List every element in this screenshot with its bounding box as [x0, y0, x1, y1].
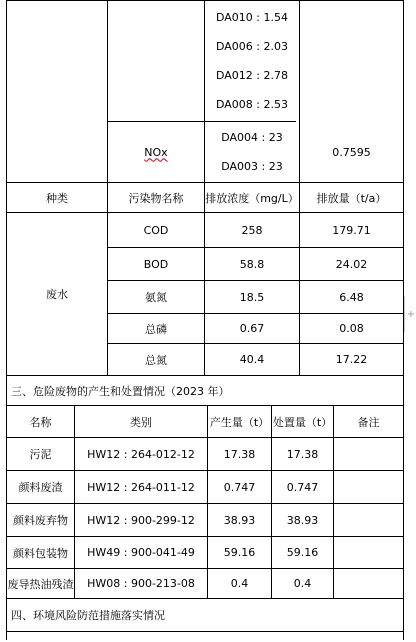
- concentration-value: DA004 : 23: [221, 131, 283, 144]
- concentration-value: DA006 : 2.03: [216, 40, 288, 53]
- header-type: 种类: [46, 191, 68, 205]
- concentration-value: 58.8: [239, 257, 265, 271]
- waste-name: 污泥: [29, 448, 52, 461]
- disposed-amount: 59.16: [286, 546, 319, 559]
- concentration-list: [205, 1, 299, 121]
- emission-amount: 6.48: [339, 290, 364, 304]
- produced-amount: 0.747: [223, 480, 256, 494]
- add-icon-glyph: +: [406, 308, 416, 320]
- header-name: 名称: [29, 415, 52, 429]
- concentration-value: 0.67: [239, 322, 265, 335]
- waste-name: 颜料废渣: [18, 481, 63, 494]
- remarks: [334, 504, 403, 536]
- produced-amount: 0.4: [230, 577, 249, 590]
- category-wastewater: 废水: [46, 288, 68, 301]
- nox-emission-amount: 0.7595: [332, 145, 371, 159]
- remarks: [334, 569, 403, 598]
- remarks: [334, 537, 403, 568]
- emission-amount: 179.71: [332, 223, 371, 237]
- pollutant-name: COD: [143, 223, 169, 237]
- pollutant-name: BOD: [143, 257, 169, 271]
- emission-amount: 24.02: [335, 257, 368, 271]
- nox-concentrations: [205, 122, 299, 182]
- header-remarks: 备注: [357, 415, 380, 429]
- pollutant-name: 氨氮: [145, 291, 167, 304]
- concentration-value: DA003 : 23: [221, 160, 283, 173]
- disposed-amount: 0.4: [293, 577, 312, 590]
- section-title-risk-prevention: 四、环境风险防范措施落实情况: [11, 609, 165, 622]
- rule: [6, 631, 403, 632]
- waste-name: 颜料废弃物: [13, 514, 68, 527]
- waste-category-code: HW08 : 900-213-08: [87, 577, 195, 590]
- produced-amount: 38.93: [223, 513, 256, 527]
- concentration-value: 40.4: [239, 353, 265, 366]
- produced-amount: 59.16: [223, 546, 256, 559]
- concentration-value: DA010 : 1.54: [216, 11, 288, 24]
- pollutant-name: 总磷: [145, 322, 167, 336]
- section-title-hazardous-waste: 三、危险废物的产生和处置情况（2023 年）: [11, 384, 230, 398]
- waste-category-code: HW12 : 900-299-12: [87, 513, 195, 527]
- concentration-value: DA012 : 2.78: [216, 69, 288, 82]
- concentration-value: 18.5: [239, 290, 265, 304]
- produced-amount: 17.38: [223, 447, 256, 461]
- remarks: [334, 471, 403, 503]
- waste-category-code: HW49 : 900-041-49: [87, 546, 195, 559]
- pollutant-name-label: NOx: [144, 145, 168, 159]
- disposed-amount: 0.747: [286, 480, 319, 494]
- header-disposed: 处置量（t）: [272, 415, 333, 429]
- disposed-amount: 17.38: [286, 447, 319, 461]
- disposed-amount: 38.93: [286, 513, 319, 527]
- waste-category-code: HW12 : 264-011-12: [87, 480, 195, 494]
- waste-name: 废导热油残渣: [7, 577, 74, 591]
- header-pollutant-name: 污染物名称: [128, 191, 184, 205]
- emission-amount: 17.22: [335, 353, 368, 366]
- concentration-value: DA008 : 2.53: [216, 98, 288, 111]
- concentration-value: 258: [241, 223, 263, 237]
- emission-amount: 0.08: [339, 322, 364, 335]
- header-produced: 产生量（t）: [209, 415, 270, 429]
- header-emission-amount: 排放量（t/a）: [316, 191, 387, 205]
- header-category: 类别: [130, 415, 152, 429]
- pollutant-name-nox: [108, 122, 204, 182]
- waste-name: 颜料包装物: [13, 546, 68, 560]
- remarks: [334, 438, 403, 470]
- add-icon[interactable]: [404, 296, 416, 332]
- header-concentration: 排放浓度（mg/L）: [205, 191, 299, 205]
- pollutant-name: 总氮: [145, 353, 167, 367]
- waste-category-code: HW12 : 264-012-12: [87, 447, 195, 461]
